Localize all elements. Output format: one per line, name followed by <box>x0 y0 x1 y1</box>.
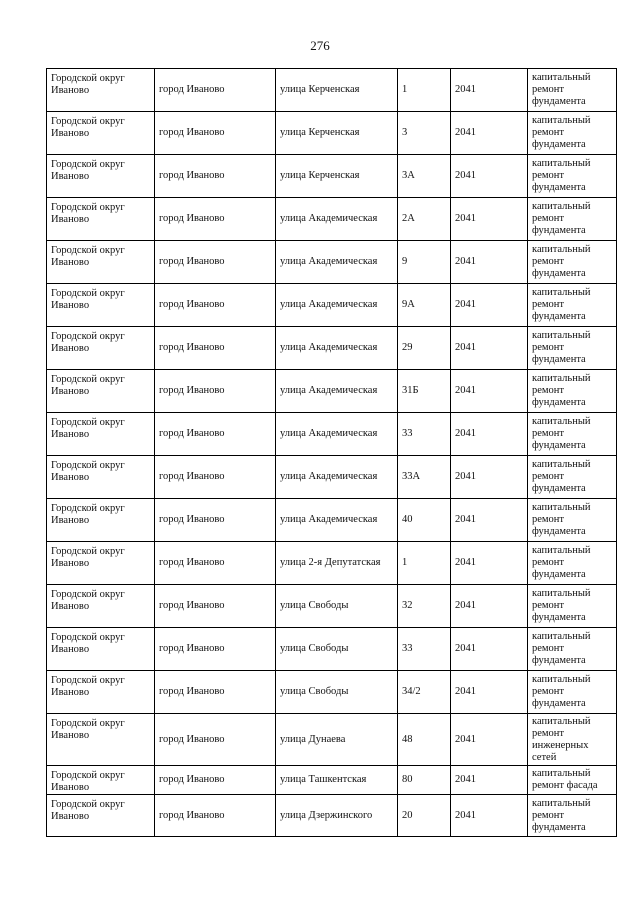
year-cell: 2041 <box>451 766 528 795</box>
house-cell: 29 <box>398 327 451 370</box>
district-cell: Городской округ Иваново <box>47 542 155 585</box>
city-cell: город Иваново <box>155 112 276 155</box>
year-cell: 2041 <box>451 499 528 542</box>
city-cell: город Иваново <box>155 69 276 112</box>
work-type-cell: капитальный ремонт фундамента <box>528 327 617 370</box>
house-cell: 1 <box>398 542 451 585</box>
district-cell: Городской округ Иваново <box>47 766 155 795</box>
work-type-cell: капитальный ремонт инженерных сетей <box>528 714 617 766</box>
table-row <box>47 69 617 112</box>
work-type-cell: капитальный ремонт фундамента <box>528 628 617 671</box>
district-cell: Городской округ Иваново <box>47 327 155 370</box>
house-cell: 20 <box>398 795 451 837</box>
year-cell: 2041 <box>451 155 528 198</box>
street-cell: улица Керченская <box>276 112 398 155</box>
district-cell: Городской округ Иваново <box>47 284 155 327</box>
table-row <box>47 241 617 284</box>
house-cell: 3А <box>398 155 451 198</box>
city-cell: город Иваново <box>155 370 276 413</box>
table-row <box>47 795 617 837</box>
work-type-cell: капитальный ремонт фундамента <box>528 69 617 112</box>
work-type-cell: капитальный ремонт фундамента <box>528 671 617 714</box>
table-row <box>47 112 617 155</box>
house-cell: 31Б <box>398 370 451 413</box>
street-cell: улица Академическая <box>276 284 398 327</box>
table-row <box>47 284 617 327</box>
table-row <box>47 413 617 456</box>
work-type-cell: капитальный ремонт фундамента <box>528 542 617 585</box>
city-cell: город Иваново <box>155 413 276 456</box>
table-row <box>47 766 617 795</box>
district-cell: Городской округ Иваново <box>47 585 155 628</box>
district-cell: Городской округ Иваново <box>47 69 155 112</box>
street-cell: улица Свободы <box>276 671 398 714</box>
work-type-cell: капитальный ремонт фундамента <box>528 241 617 284</box>
housing-repair-table <box>46 68 617 837</box>
city-cell: город Иваново <box>155 198 276 241</box>
city-cell: город Иваново <box>155 795 276 837</box>
work-type-cell: капитальный ремонт фундамента <box>528 585 617 628</box>
district-cell: Городской округ Иваново <box>47 628 155 671</box>
city-cell: город Иваново <box>155 671 276 714</box>
work-type-cell: капитальный ремонт фундамента <box>528 456 617 499</box>
street-cell: улица Дунаева <box>276 714 398 766</box>
year-cell: 2041 <box>451 198 528 241</box>
table-row <box>47 370 617 413</box>
page-number: 276 <box>310 38 330 53</box>
work-type-cell: капитальный ремонт фундамента <box>528 795 617 837</box>
house-cell: 3 <box>398 112 451 155</box>
house-cell: 1 <box>398 69 451 112</box>
table-body <box>47 69 617 837</box>
street-cell: улица Академическая <box>276 413 398 456</box>
year-cell: 2041 <box>451 714 528 766</box>
work-type-cell: капитальный ремонт фундамента <box>528 413 617 456</box>
table-row <box>47 499 617 542</box>
year-cell: 2041 <box>451 327 528 370</box>
street-cell: улица 2-я Депутатская <box>276 542 398 585</box>
year-cell: 2041 <box>451 671 528 714</box>
year-cell: 2041 <box>451 628 528 671</box>
street-cell: улица Дзержинского <box>276 795 398 837</box>
city-cell: город Иваново <box>155 585 276 628</box>
table-row <box>47 671 617 714</box>
house-cell: 9А <box>398 284 451 327</box>
work-type-cell: капитальный ремонт фундамента <box>528 284 617 327</box>
city-cell: город Иваново <box>155 456 276 499</box>
city-cell: город Иваново <box>155 327 276 370</box>
house-cell: 33А <box>398 456 451 499</box>
year-cell: 2041 <box>451 284 528 327</box>
table-row <box>47 542 617 585</box>
street-cell: улица Академическая <box>276 456 398 499</box>
street-cell: улица Керченская <box>276 69 398 112</box>
table-row <box>47 714 617 766</box>
table-row <box>47 456 617 499</box>
district-cell: Городской округ Иваново <box>47 112 155 155</box>
year-cell: 2041 <box>451 112 528 155</box>
city-cell: город Иваново <box>155 155 276 198</box>
city-cell: город Иваново <box>155 542 276 585</box>
year-cell: 2041 <box>451 370 528 413</box>
year-cell: 2041 <box>451 585 528 628</box>
table-row <box>47 628 617 671</box>
district-cell: Городской округ Иваново <box>47 241 155 284</box>
city-cell: город Иваново <box>155 284 276 327</box>
city-cell: город Иваново <box>155 628 276 671</box>
table-row <box>47 198 617 241</box>
district-cell: Городской округ Иваново <box>47 413 155 456</box>
district-cell: Городской округ Иваново <box>47 456 155 499</box>
street-cell: улица Академическая <box>276 198 398 241</box>
work-type-cell: капитальный ремонт фундамента <box>528 112 617 155</box>
table-row <box>47 155 617 198</box>
city-cell: город Иваново <box>155 241 276 284</box>
year-cell: 2041 <box>451 241 528 284</box>
district-cell: Городской округ Иваново <box>47 370 155 413</box>
city-cell: город Иваново <box>155 766 276 795</box>
house-cell: 2А <box>398 198 451 241</box>
year-cell: 2041 <box>451 69 528 112</box>
district-cell: Городской округ Иваново <box>47 714 155 766</box>
year-cell: 2041 <box>451 542 528 585</box>
street-cell: улица Академическая <box>276 241 398 284</box>
city-cell: город Иваново <box>155 714 276 766</box>
work-type-cell: капитальный ремонт фундамента <box>528 198 617 241</box>
house-cell: 32 <box>398 585 451 628</box>
district-cell: Городской округ Иваново <box>47 499 155 542</box>
year-cell: 2041 <box>451 795 528 837</box>
year-cell: 2041 <box>451 413 528 456</box>
street-cell: улица Свободы <box>276 585 398 628</box>
city-cell: город Иваново <box>155 499 276 542</box>
house-cell: 9 <box>398 241 451 284</box>
district-cell: Городской округ Иваново <box>47 795 155 837</box>
street-cell: улица Керченская <box>276 155 398 198</box>
year-cell: 2041 <box>451 456 528 499</box>
house-cell: 34/2 <box>398 671 451 714</box>
street-cell: улица Ташкентская <box>276 766 398 795</box>
table-row <box>47 585 617 628</box>
work-type-cell: капитальный ремонт фундамента <box>528 499 617 542</box>
street-cell: улица Академическая <box>276 499 398 542</box>
house-cell: 40 <box>398 499 451 542</box>
table-row <box>47 327 617 370</box>
work-type-cell: капитальный ремонт фасада <box>528 766 617 795</box>
house-cell: 33 <box>398 413 451 456</box>
street-cell: улица Академическая <box>276 370 398 413</box>
district-cell: Городской округ Иваново <box>47 155 155 198</box>
street-cell: улица Академическая <box>276 327 398 370</box>
work-type-cell: капитальный ремонт фундамента <box>528 155 617 198</box>
house-cell: 48 <box>398 714 451 766</box>
district-cell: Городской округ Иваново <box>47 198 155 241</box>
house-cell: 33 <box>398 628 451 671</box>
house-cell: 80 <box>398 766 451 795</box>
work-type-cell: капитальный ремонт фундамента <box>528 370 617 413</box>
district-cell: Городской округ Иваново <box>47 671 155 714</box>
street-cell: улица Свободы <box>276 628 398 671</box>
